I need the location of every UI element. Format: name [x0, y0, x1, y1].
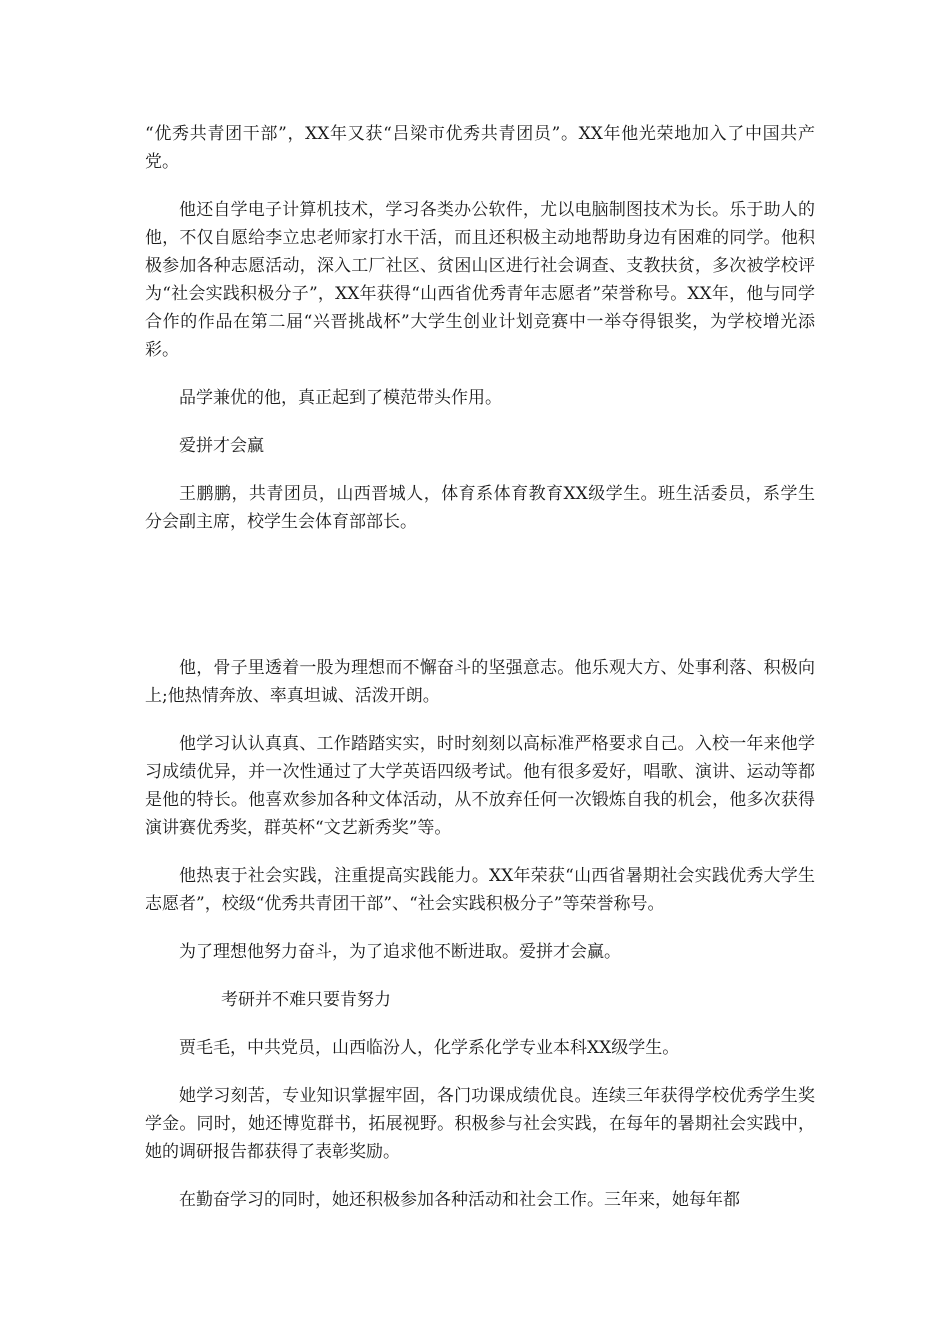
paragraph-computer-skills: 他还自学电子计算机技术，学习各类办公软件，尤以电脑制图技术为长。乐于助人的他，不仅自愿给李立忠老师家打水干活，而且还积极主动地帮助身边有困难的同学。他积极参加各种志愿活动，深入工厂社区、贫困山区进行社会调查、支教扶贫，多次被学校评为“社会实践积极分子”，XX年获得“山西省优秀青年志愿者”荣誉称号。XX年，他与同学合作的作品在第二届“兴晋挑战杯”大学生创业计划竞赛中一举夺得银奖，为学校增光添彩。 [145, 200, 815, 360]
paragraph-willpower: 他，骨子里透着一股为理想而不懈奋斗的坚强意志。他乐观大方、处事利落、积极向上;他热情奔放、率真坦诚、活泼开朗。 [145, 658, 815, 706]
section-heading-ai-pin: 爱拼才会赢 [179, 436, 264, 456]
document-page [145, 120, 815, 1214]
paragraph-jia-study: 她学习刻苦，专业知识掌握牢固，各门功课成绩优良。连续三年获得学校优秀学生奖学金。同时，她还博览群书，拓展视野。积极参与社会实践，在每年的暑期社会实践中，她的调研报告都获得了表彰奖励。 [145, 1086, 815, 1162]
paragraph-award-continuation: “优秀共青团干部”，XX年又获“吕梁市优秀共青团员”。XX年他光荣地加入了中国共产党。 [145, 124, 815, 172]
paragraph-ideal: 为了理想他努力奋斗，为了追求他不断进取。爱拼才会赢。 [179, 942, 621, 962]
paragraph-role-model: 品学兼优的他，真正起到了模范带头作用。 [179, 388, 502, 408]
paragraph-study-hobbies: 他学习认认真真、工作踏踏实实，时时刻刻以高标准严格要求自己。入校一年来他学习成绩优异，并一次性通过了大学英语四级考试。他有很多爱好，唱歌、演讲、运动等都是他的特长。他喜欢参加各种文体活动，从不放弃任何一次锻炼自我的机会，他多次获得演讲赛优秀奖，群英杯“文艺新秀奖”等。 [145, 734, 815, 838]
paragraph-jia-activities: 在勤奋学习的同时，她还积极参加各种活动和社会工作。三年来，她每年都 [179, 1190, 740, 1210]
paragraph-wang-intro: 王鹏鹏，共青团员，山西晋城人，体育系体育教育XX级学生。班生活委员，系学生分会副主席，校学生会体育部部长。 [145, 484, 815, 532]
paragraph-social-practice: 他热衷于社会实践，注重提高实践能力。XX年荣获“山西省暑期社会实践优秀大学生志愿者”，校级“优秀共青团干部”、“社会实践积极分子”等荣誉称号。 [145, 866, 815, 914]
section-heading-kaoyan: 考研并不难只要肯努力 [221, 990, 391, 1010]
paragraph-jia-intro: 贾毛毛，中共党员，山西临汾人，化学系化学专业本科XX级学生。 [179, 1038, 680, 1058]
